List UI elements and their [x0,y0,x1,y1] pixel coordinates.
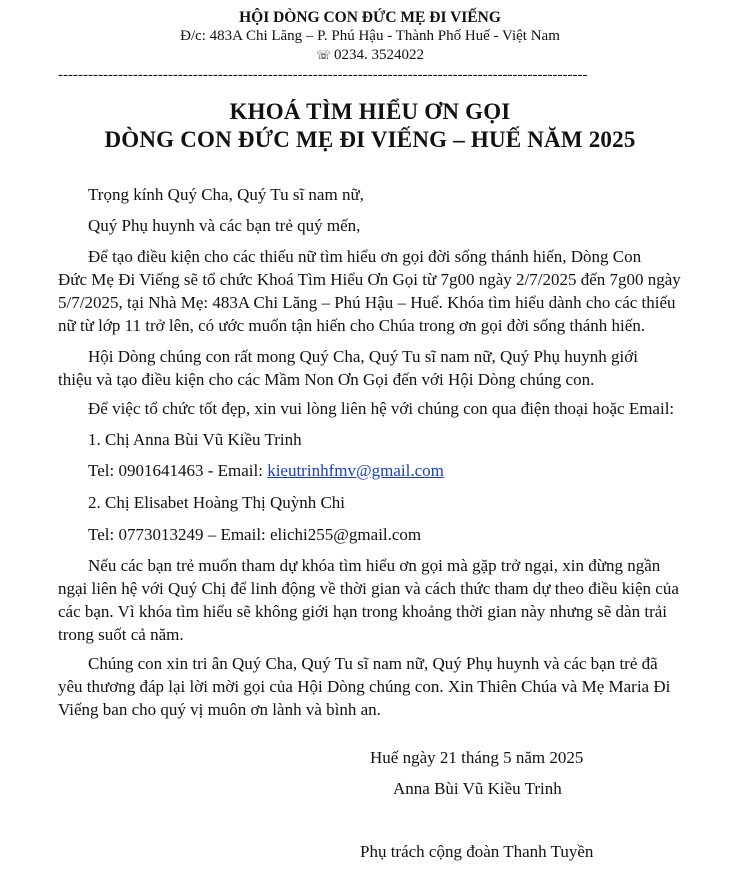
contact-2-details: Tel: 0773013249 – Email: elichi255@gmail.com [88,525,422,544]
paragraph-1-line-2: Đức Mẹ Đi Viếng sẽ tổ chức Khoá Tìm Hiểu Ơn Gọi từ 7g00 ngày 2/7/2025 đến 7g00 ngày [58,270,681,289]
salutation-2: Quý Phụ huynh và các bạn trẻ quý mến, [88,216,361,235]
paragraph-1-line-3: 5/7/2025, tại Nhà Mẹ: 483A Chi Lăng – Phú Hậu – Huế. Khóa tìm hiểu dành cho các thiếu [58,293,676,312]
paragraph-3: Để việc tổ chức tốt đẹp, xin vui lòng liên hệ với chúng con qua điện thoại hoặc Email: [88,399,675,418]
contact-1-email-link[interactable]: kieutrinhfmv@gmail.com [267,461,444,480]
signature-role: Phụ trách cộng đoàn Thanh Tuyền [360,842,594,861]
paragraph-4-line-4: trong suốt cả năm. [58,625,184,644]
paragraph-4-line-2: ngại liên hệ với Quý Chị để linh động về thời gian và cách thức tham dự theo điều kiện của [58,579,679,598]
salutation-1: Trọng kính Quý Cha, Quý Tu sĩ nam nữ, [88,185,364,204]
paragraph-5-line-3: Viếng ban cho quý vị muôn ơn lành và bình an. [58,700,381,719]
title-line-2: DÒNG CON ĐỨC MẸ ĐI VIẾNG – HUẾ NĂM 2025 [104,127,636,152]
contact-1-name: 1. Chị Anna Bùi Vũ Kiều Trinh [88,430,302,449]
paragraph-4-line-1: Nếu các bạn trẻ muốn tham dự khóa tìm hiểu ơn gọi mà gặp trở ngại, xin đừng ngần [88,556,661,575]
org-address: Đ/c: 483A Chi Lăng – P. Phú Hậu - Thành Phố Huế - Việt Nam [180,28,560,44]
phone-icon: ☏ [315,48,331,62]
paragraph-2-line-2: thiệu và tạo điều kiện cho các Mầm Non Ơn Gọi đến với Hội Dòng chúng con. [58,370,595,389]
org-phone-line [0,46,740,65]
contact-2-name: 2. Chị Elisabet Hoàng Thị Quỳnh Chi [88,493,346,512]
contact-1-tel: Tel: 0901641463 - Email: [88,461,268,480]
dashed-divider: ---------------------------------------------------------------------------------------------------------- [58,67,588,83]
paragraph-2-line-1: Hội Dòng chúng con rất mong Quý Cha, Quý Tu sĩ nam nữ, Quý Phụ huynh giới [88,347,638,366]
paragraph-4-line-3: các bạn. Vì khóa tìm hiểu sẽ không giới hạn trong khoảng thời gian này nhưng sẽ dàn trải [58,602,668,621]
org-name: HỘI DÒNG CON ĐỨC MẸ ĐI VIẾNG [239,9,501,26]
paragraph-5-line-1: Chúng con xin tri ân Quý Cha, Quý Tu sĩ nam nữ, Quý Phụ huynh và các bạn trẻ đã [88,654,658,673]
signature-date: Huế ngày 21 tháng 5 năm 2025 [370,748,584,767]
org-phone: 0234. 3524022 [334,47,424,63]
contact-1-details [88,459,444,482]
title-line-1: KHOÁ TÌM HIỂU ƠN GỌI [229,99,511,124]
signature-name: Anna Bùi Vũ Kiều Trinh [393,779,562,798]
paragraph-1-line-4: nữ từ lớp 11 trở lên, có ước muốn tận hiến cho Chúa trong ơn gọi đời sống thánh hiến. [58,316,646,335]
paragraph-1-line-1: Để tạo điều kiện cho các thiếu nữ tìm hiểu ơn gọi đời sống thánh hiến, Dòng Con [88,247,642,266]
paragraph-5-line-2: yêu thương đáp lại lời mời gọi của Hội Dòng chúng con. Xin Thiên Chúa và Mẹ Maria Đi [58,677,671,696]
